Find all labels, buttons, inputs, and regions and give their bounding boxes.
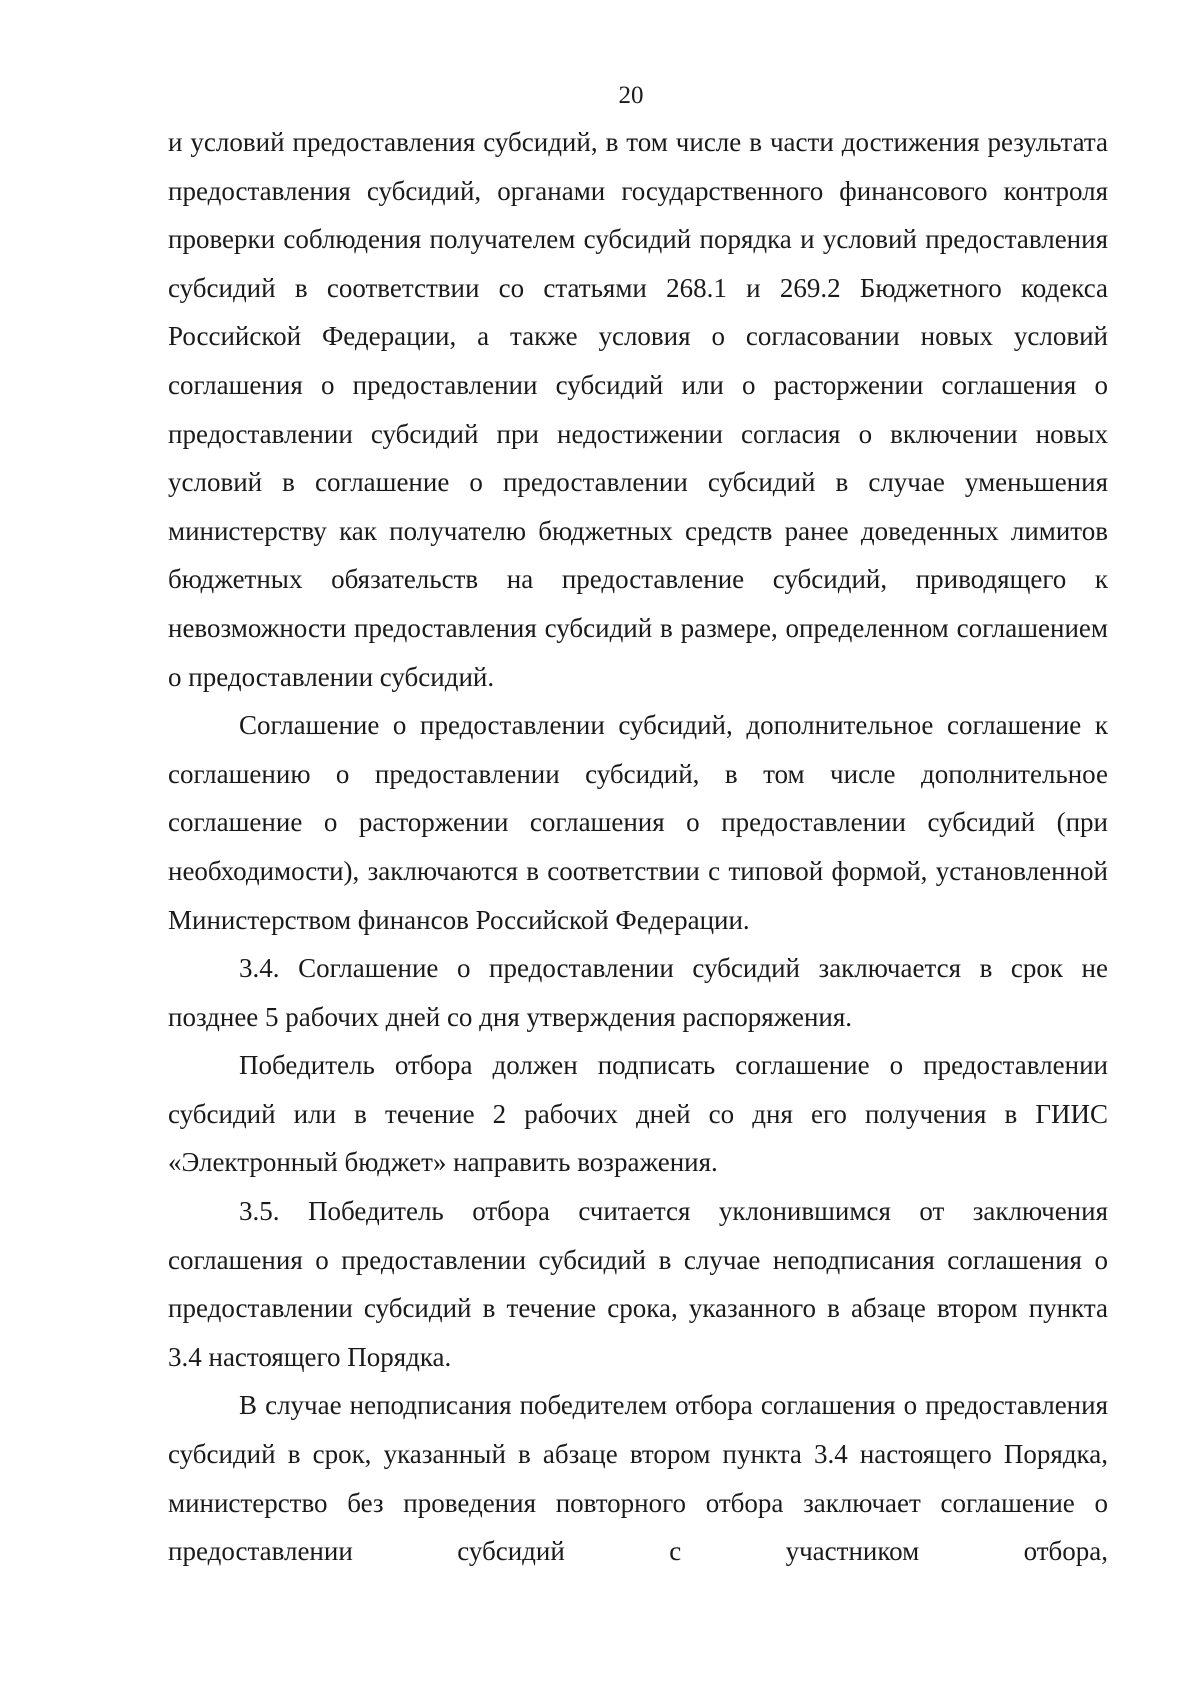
paragraph-winner-sign: Победитель отбора должен подписать соглашение о предоставлении субсидий или в течение 2 рабочих дней со дня его получения в ГИИС «Электронный бюджет» направить возражения. [168, 1050, 1108, 1178]
paragraph-agreement-form: Соглашение о предоставлении субсидий, дополнительное соглашение к соглашению о предоставлении субсидий, в том числе дополнительное соглашение о расторжении соглашения о предоставлении субсидий (при необходимости), заключаются в соответствии с типовой формой, установленной Министерством финансов Российской Федерации. [168, 710, 1108, 935]
paragraph-3-4: 3.4. Соглашение о предоставлении субсидий заключается в срок не позднее 5 рабочих дней со дня утверждения распоряжения. [168, 953, 1108, 1032]
paragraph-continued: и условий предоставления субсидий, в том числе в части достижения результата предоставления субсидий, органами государственного финансового контроля проверки соблюдения получателем субсидий порядка и условий предоставления субсидий в соответствии со статьями 268.1 и 269.2 Бюджетного кодекса Российской Федерации, а также условия о согласовании новых условий соглашения о предоставлении субсидий или о расторжении соглашения о предоставлении субсидий при недостижении согласия о включении новых условий в соглашение о предоставлении субсидий в случае уменьшения министерству как получателю бюджетных средств ранее доведенных лимитов бюджетных обязательств на предоставление субсидий, приводящего к невозможности предоставления субсидий в размере, определенном соглашением о предоставлении субсидий. [168, 127, 1108, 692]
page-number: 20 [618, 82, 644, 109]
paragraph-3-5: 3.5. Победитель отбора считается уклонившимся от заключения соглашения о предоставлении субсидий в случае неподписания соглашения о предоставлении субсидий в течение срока, указанного в абзаце втором пункта 3.4 настоящего Порядка. [168, 1196, 1108, 1372]
document-body [168, 118, 1108, 1576]
paragraph-non-signing: В случае неподписания победителем отбора соглашения о предоставления субсидий в срок, указанный в абзаце втором пункта 3.4 настоящего Порядка, министерство без проведения повторного отбора заключает соглашение о предоставлении субсидий с участником отбора, [168, 1390, 1108, 1567]
